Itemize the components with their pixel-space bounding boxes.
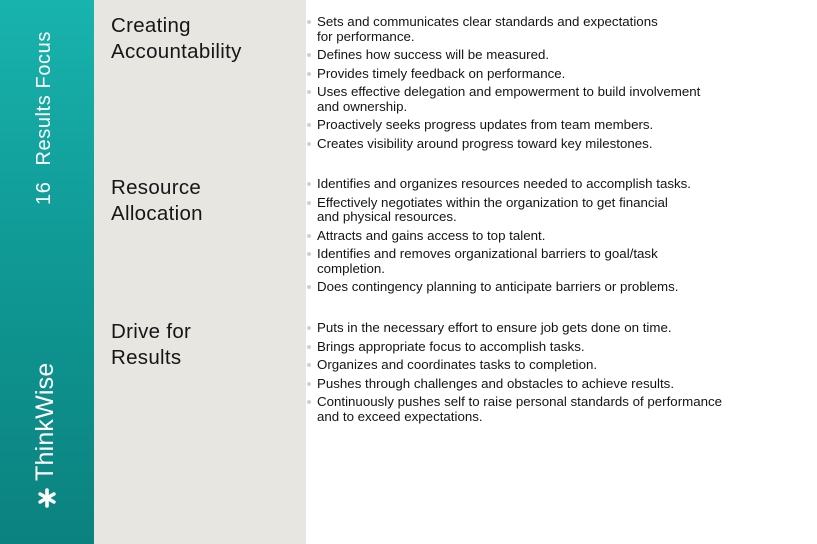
list-item: Creates visibility around progress toward key milestones.	[317, 137, 787, 152]
list-item: Pushes through challenges and obstacles to achieve results.	[317, 377, 787, 392]
list-item: Continuously pushes self to raise personal standards of performance and to exceed expectations.	[317, 395, 787, 424]
list-item: Uses effective delegation and empowerment to build involvement and ownership.	[317, 85, 787, 114]
resource-allocation-list	[317, 177, 787, 299]
drive-for-results-list	[317, 321, 787, 428]
asterisk-icon	[34, 485, 60, 511]
creating-accountability-list	[317, 15, 787, 155]
list-item: Puts in the necessary effort to ensure job gets done on time.	[317, 321, 787, 336]
sidebar	[0, 0, 94, 544]
section-title	[33, 31, 56, 205]
list-item: Organizes and coordinates tasks to completion.	[317, 358, 787, 373]
category-drive-for-results	[111, 319, 301, 371]
list-item: Sets and communicates clear standards and expectations for performance.	[317, 15, 787, 44]
category-title-line: Drive for	[111, 320, 192, 343]
list-item: Brings appropriate focus to accomplish tasks.	[317, 340, 787, 355]
list-item: Defines how success will be measured.	[317, 48, 787, 63]
category-title-line: Allocation	[111, 202, 203, 225]
brand-name: ThinkWise	[31, 362, 59, 481]
list-item: Identifies and removes organizational barriers to goal/task completion.	[317, 247, 787, 276]
category-resource-allocation	[111, 175, 301, 227]
list-item: Attracts and gains access to top talent.	[317, 229, 787, 244]
list-item: Identifies and organizes resources needed to accomplish tasks.	[317, 177, 787, 192]
category-title-line: Accountability	[111, 40, 242, 63]
category-column	[94, 0, 306, 544]
list-item: Provides timely feedback on performance.	[317, 67, 787, 82]
category-title-line: Creating	[111, 14, 191, 37]
list-item: Effectively negotiates within the organization to get financial and physical resources.	[317, 196, 787, 225]
category-title-line: Results	[111, 346, 182, 369]
section-name: Results Focus	[33, 31, 55, 166]
category-creating-accountability	[111, 13, 301, 65]
list-item: Does contingency planning to anticipate barriers or problems.	[317, 280, 787, 295]
list-item: Proactively seeks progress updates from team members.	[317, 118, 787, 133]
section-number: 16	[33, 181, 55, 205]
category-title-line: Resource	[111, 176, 202, 199]
